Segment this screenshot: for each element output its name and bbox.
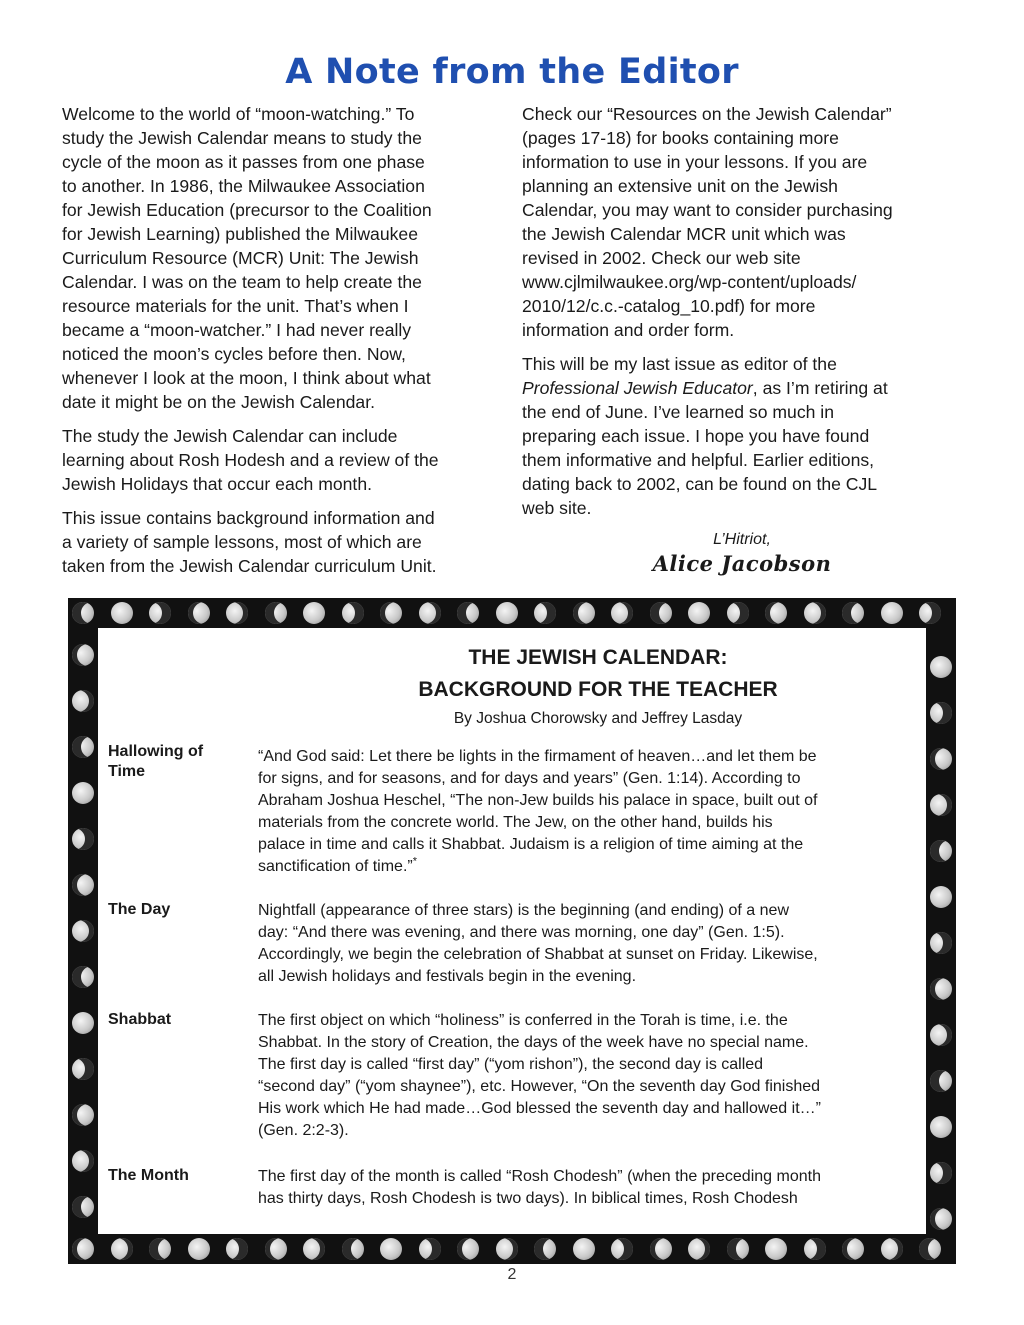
moon-phase-icon (930, 886, 952, 908)
moon-phase-icon (303, 1238, 325, 1260)
text-line: day: “And there was evening, and there was morning, one day” (Gen. 1:5). (258, 924, 785, 941)
moon-phase-icon (496, 602, 518, 624)
text-line: planning an extensive unit on the Jewish (522, 176, 838, 196)
moon-phase-icon (534, 1238, 556, 1260)
moon-phase-icon (419, 602, 441, 624)
text-line: Calendar, you may want to consider purchasing (522, 200, 893, 220)
editor-note-right-column (522, 102, 962, 578)
text-line: Accordingly, we begin the celebration of Shabbat at sunset on Friday. Likewise, (258, 946, 818, 963)
moon-phase-icon (72, 1150, 94, 1172)
moon-phase-icon (111, 602, 133, 624)
page-number: 2 (507, 1266, 517, 1283)
moon-phase-icon (804, 1238, 826, 1260)
editor-paragraph-retiring (522, 352, 962, 520)
text-line: (pages 17-18) for books containing more (522, 128, 839, 148)
moon-phase-icon (419, 1238, 441, 1260)
text-line: Curriculum Resource (MCR) Unit: The Jewish (62, 248, 419, 268)
moon-phase-icon (765, 1238, 787, 1260)
text-line: date it might be on the Jewish Calendar. (62, 392, 375, 412)
text-line: dating back to 2002, can be found on the CJL (522, 474, 878, 494)
editor-paragraph-3 (62, 506, 502, 578)
section-text (258, 746, 918, 878)
label-line: Hallowing of (108, 743, 204, 760)
box-byline: By Joshua Chorowsky and Jeffrey Lasday (453, 710, 743, 727)
moon-phase-icon (72, 736, 94, 758)
editor-paragraph-resources (522, 102, 962, 342)
moon-phase-icon (930, 656, 952, 678)
label-line: The Day (108, 901, 171, 918)
editor-paragraph-1 (62, 102, 502, 414)
section-text (258, 1010, 918, 1142)
moon-phase-icon (650, 1238, 672, 1260)
box-title-line-2: BACKGROUND FOR THE TEACHER (418, 678, 778, 701)
editor-paragraph-2 (62, 424, 502, 496)
text-line: the Jewish Calendar MCR unit which was (522, 224, 846, 244)
moon-phase-icon (611, 1238, 633, 1260)
text-line: Nightfall (appearance of three stars) is the beginning (and ending) of a new (258, 902, 789, 919)
text-line: revised in 2002. Check our web site (522, 248, 801, 268)
text-line: “And God said: Let there be lights in the firmament of heaven…and let them be (258, 748, 817, 765)
closing: L’Hitriot, (713, 531, 771, 548)
text-line: Welcome to the world of “moon-watching.” To (62, 104, 415, 124)
text-line: them informative and helpful. Earlier editions, (522, 450, 875, 470)
moon-phase-icon (688, 1238, 710, 1260)
text-line: study the Jewish Calendar means to study the (62, 128, 422, 148)
moon-phase-icon (930, 702, 952, 724)
moon-phase-icon (72, 1058, 94, 1080)
moon-phase-icon (930, 1162, 952, 1184)
text-line: “second day” (“yom shaynee”), etc. However, “On the seventh day God finished (258, 1078, 821, 1095)
signature: Alice Jacobson (652, 551, 832, 576)
text-line: Jewish Holidays that occur each month. (62, 474, 372, 494)
moon-phase-icon (573, 1238, 595, 1260)
text-line: Abraham Joshua Heschel, “The non-Jew builds his palace in space, built out of (258, 792, 818, 809)
moon-phase-icon (573, 602, 595, 624)
text-line: , as I’m retiring at (752, 378, 888, 398)
background-box (98, 628, 926, 1234)
text-line: information to use in your lessons. If you are (522, 152, 868, 172)
text-line: This issue contains background information and (62, 508, 435, 528)
moon-phase-icon (188, 1238, 210, 1260)
page-title: A Note from the Editor (285, 52, 739, 92)
moon-phase-icon (727, 602, 749, 624)
moon-phase-icon (72, 690, 94, 712)
label-line: The Month (108, 1167, 189, 1184)
text-line: information and order form. (522, 320, 735, 340)
moon-phase-icon (930, 840, 952, 862)
moon-phase-icon (930, 1116, 952, 1138)
moon-phase-icon (72, 920, 94, 942)
editor-note-left-column (62, 102, 502, 588)
section-label (108, 900, 233, 920)
text-line: learning about Rosh Hodesh and a review of the (62, 450, 439, 470)
moon-phase-icon (265, 602, 287, 624)
moon-phase-icon (111, 1238, 133, 1260)
moon-phase-icon (149, 602, 171, 624)
moon-phase-icon (930, 794, 952, 816)
text-line: Check our “Resources on the Jewish Calendar” (522, 104, 892, 124)
moon-phase-icon (930, 1024, 952, 1046)
moon-phase-icon (930, 1070, 952, 1092)
text-line: for Jewish Learning) published the Milwaukee (62, 224, 418, 244)
moon-phase-icon (380, 602, 402, 624)
moon-phase-icon (930, 1208, 952, 1230)
text-line: for Jewish Education (precursor to the Coalition (62, 200, 432, 220)
moon-phase-icon (457, 602, 479, 624)
text-line: materials from the concrete world. The Jew, on the other hand, builds his (258, 814, 773, 831)
moon-phase-icon (72, 966, 94, 988)
text-line: web site. (522, 498, 592, 518)
moon-phase-icon (534, 602, 556, 624)
moon-phase-icon (72, 1238, 94, 1260)
section-text (258, 1166, 918, 1210)
moon-phase-icon (457, 1238, 479, 1260)
moon-phase-icon (611, 602, 633, 624)
moon-phase-icon (226, 602, 248, 624)
moon-phase-icon (72, 1012, 94, 1034)
moon-phase-frame (68, 598, 956, 1264)
moon-phase-icon (303, 602, 325, 624)
box-heading (348, 642, 848, 730)
box-title-line-1: THE JEWISH CALENDAR: (468, 646, 728, 669)
moon-phase-icon (265, 1238, 287, 1260)
moon-phase-icon (930, 978, 952, 1000)
text-line: for signs, and for seasons, and for days and years” (Gen. 1:14). According to (258, 770, 801, 787)
moon-phase-icon (342, 602, 364, 624)
text-line: noticed the moon’s cycles before then. Now, (62, 344, 406, 364)
moon-phase-icon (72, 1104, 94, 1126)
text-line: His work which He had made…God blessed the seventh day and hallowed it…” (258, 1100, 821, 1117)
moon-phase-icon (72, 782, 94, 804)
moon-phase-icon (342, 1238, 364, 1260)
moon-phase-icon (930, 932, 952, 954)
section-label (108, 1010, 233, 1030)
text-line: The first day is called “first day” (“yom rishon”), the second day is called (258, 1056, 764, 1073)
publication-name: Professional Jewish Educator (522, 378, 753, 398)
website-link-line[interactable]: 2010/12/c.c.-catalog_10.pdf) for more (522, 296, 816, 316)
label-line: Time (108, 763, 146, 780)
moon-phase-icon (149, 1238, 171, 1260)
moon-phase-icon (688, 602, 710, 624)
text-line: became a “moon-watcher.” I had never really (62, 320, 412, 340)
text-line: The study the Jewish Calendar can include (62, 426, 398, 446)
label-line: Shabbat (108, 1011, 172, 1028)
moon-phase-icon (804, 602, 826, 624)
text-line: to another. In 1986, the Milwaukee Association (62, 176, 425, 196)
moon-phase-icon (226, 1238, 248, 1260)
text-line: This will be my last issue as editor of the (522, 354, 837, 374)
text-line: a variety of sample lessons, most of which are (62, 532, 422, 552)
text-line: has thirty days, Rosh Chodesh is two days). In biblical times, Rosh Chodesh (258, 1190, 798, 1207)
moon-phase-icon (72, 874, 94, 896)
text-line: Calendar. I was on the team to help create the (62, 272, 422, 292)
text-line: whenever I look at the moon, I think about what (62, 368, 431, 388)
moon-phase-icon (72, 828, 94, 850)
moon-phase-icon (72, 602, 94, 624)
text-line: all Jewish holidays and festivals begin in the evening. (258, 968, 637, 985)
section-label (108, 1166, 233, 1186)
section-text (258, 900, 918, 988)
moon-phase-icon (380, 1238, 402, 1260)
moon-phase-icon (765, 602, 787, 624)
moon-phase-icon (496, 1238, 518, 1260)
text-line: (Gen. 2:2-3). (258, 1122, 349, 1139)
moon-phase-icon (842, 1238, 864, 1260)
footnote-mark: * (412, 855, 418, 868)
text-line: Shabbat. In the story of Creation, the days of the week have no special name. (258, 1034, 809, 1051)
website-link-line[interactable]: www.cjlmilwaukee.org/wp-content/uploads/ (522, 272, 857, 292)
moon-phase-icon (72, 644, 94, 666)
moon-phase-icon (919, 1238, 941, 1260)
text-line: palace in time and calls it Shabbat. Judaism is a religion of time aiming at the (258, 836, 804, 853)
text-line: taken from the Jewish Calendar curriculum Unit. (62, 556, 437, 576)
moon-phase-icon (842, 602, 864, 624)
text-line: cycle of the moon as it passes from one phase (62, 152, 425, 172)
text-line: The first day of the month is called “Rosh Chodesh” (when the preceding month (258, 1168, 821, 1185)
section-label (108, 742, 233, 782)
moon-phase-icon (727, 1238, 749, 1260)
text-line: sanctification of time.” (258, 858, 413, 875)
moon-phase-icon (72, 1196, 94, 1218)
text-line: preparing each issue. I hope you have found (522, 426, 870, 446)
moon-phase-icon (930, 748, 952, 770)
moon-phase-icon (919, 602, 941, 624)
text-line: the end of June. I’ve learned so much in (522, 402, 834, 422)
signoff (522, 530, 962, 578)
moon-phase-icon (881, 1238, 903, 1260)
text-line: resource materials for the unit. That’s when I (62, 296, 409, 316)
text-line: The first object on which “holiness” is conferred in the Torah is time, i.e. the (258, 1012, 788, 1029)
moon-phase-icon (188, 602, 210, 624)
moon-phase-icon (650, 602, 672, 624)
moon-phase-icon (881, 602, 903, 624)
